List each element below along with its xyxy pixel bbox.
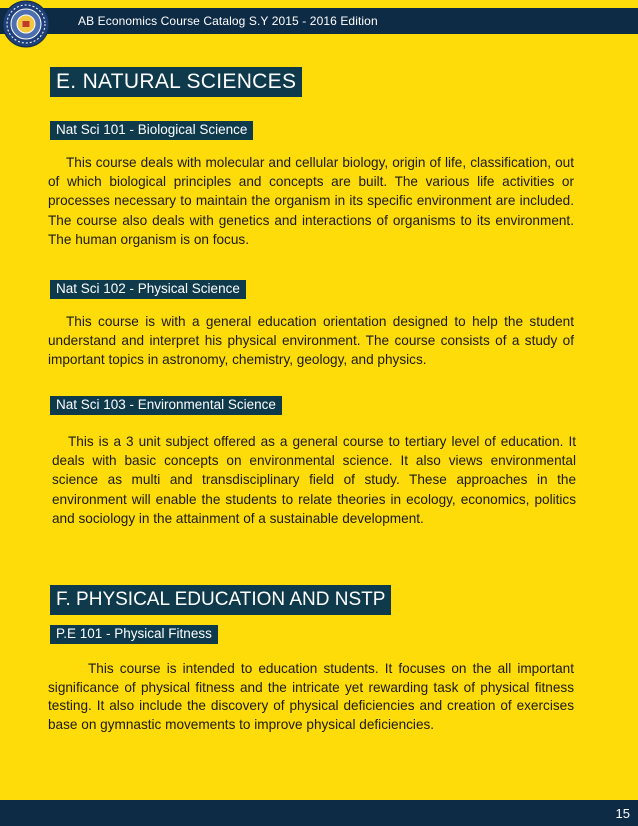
course-description-nat-sci-103: This is a 3 unit subject offered as a general course to tertiary level of education. It deals with basic concepts on environmental science. It also views environmental science as multi and transdisciplinary field of study. These approaches in the environment will enable the students to relate theories in ecology, economics, politics and sociology in the attainment of a sustainable development. xyxy=(52,434,576,526)
footer-bar xyxy=(0,800,638,826)
section-heading-physical-education: F. PHYSICAL EDUCATION AND NSTP xyxy=(50,585,391,615)
course-description-nat-sci-102: This course is with a general education orientation designed to help the student understand and interpret his physical environment. The course consists of a study of important topics in astronomy, chemistry, geology, and physics. xyxy=(48,314,574,368)
course-heading-nat-sci-102: Nat Sci 102 - Physical Science xyxy=(50,280,246,299)
school-seal-icon xyxy=(2,0,50,48)
course-heading-nat-sci-101: Nat Sci 101 - Biological Science xyxy=(50,121,253,140)
course-heading-pe-101: P.E 101 - Physical Fitness xyxy=(50,625,218,644)
catalog-title: AB Economics Course Catalog S.Y 2015 - 2016 Edition xyxy=(78,14,378,28)
course-heading-nat-sci-103: Nat Sci 103 - Environmental Science xyxy=(50,396,282,415)
page-number: 15 xyxy=(615,806,630,821)
course-description-pe-101: This course is intended to education students. It focuses on the all important significance of physical fitness and the intricate yet rewarding task of physical fitness testing. It also include the discovery of physical deficiencies and creation of exercises base on gymnastic movements to improve physical deficiencies. xyxy=(48,661,574,732)
section-heading-natural-sciences: E. NATURAL SCIENCES xyxy=(50,67,302,97)
course-description-nat-sci-101: This course deals with molecular and cellular biology, origin of life, classification, out of which biological principles and concepts are built. The various life activities or processes necessary to maintain the organism in its specific environment are included. The course also deals with genetics and interactions of organisms to its environment. The human organism is on focus. xyxy=(48,155,574,247)
